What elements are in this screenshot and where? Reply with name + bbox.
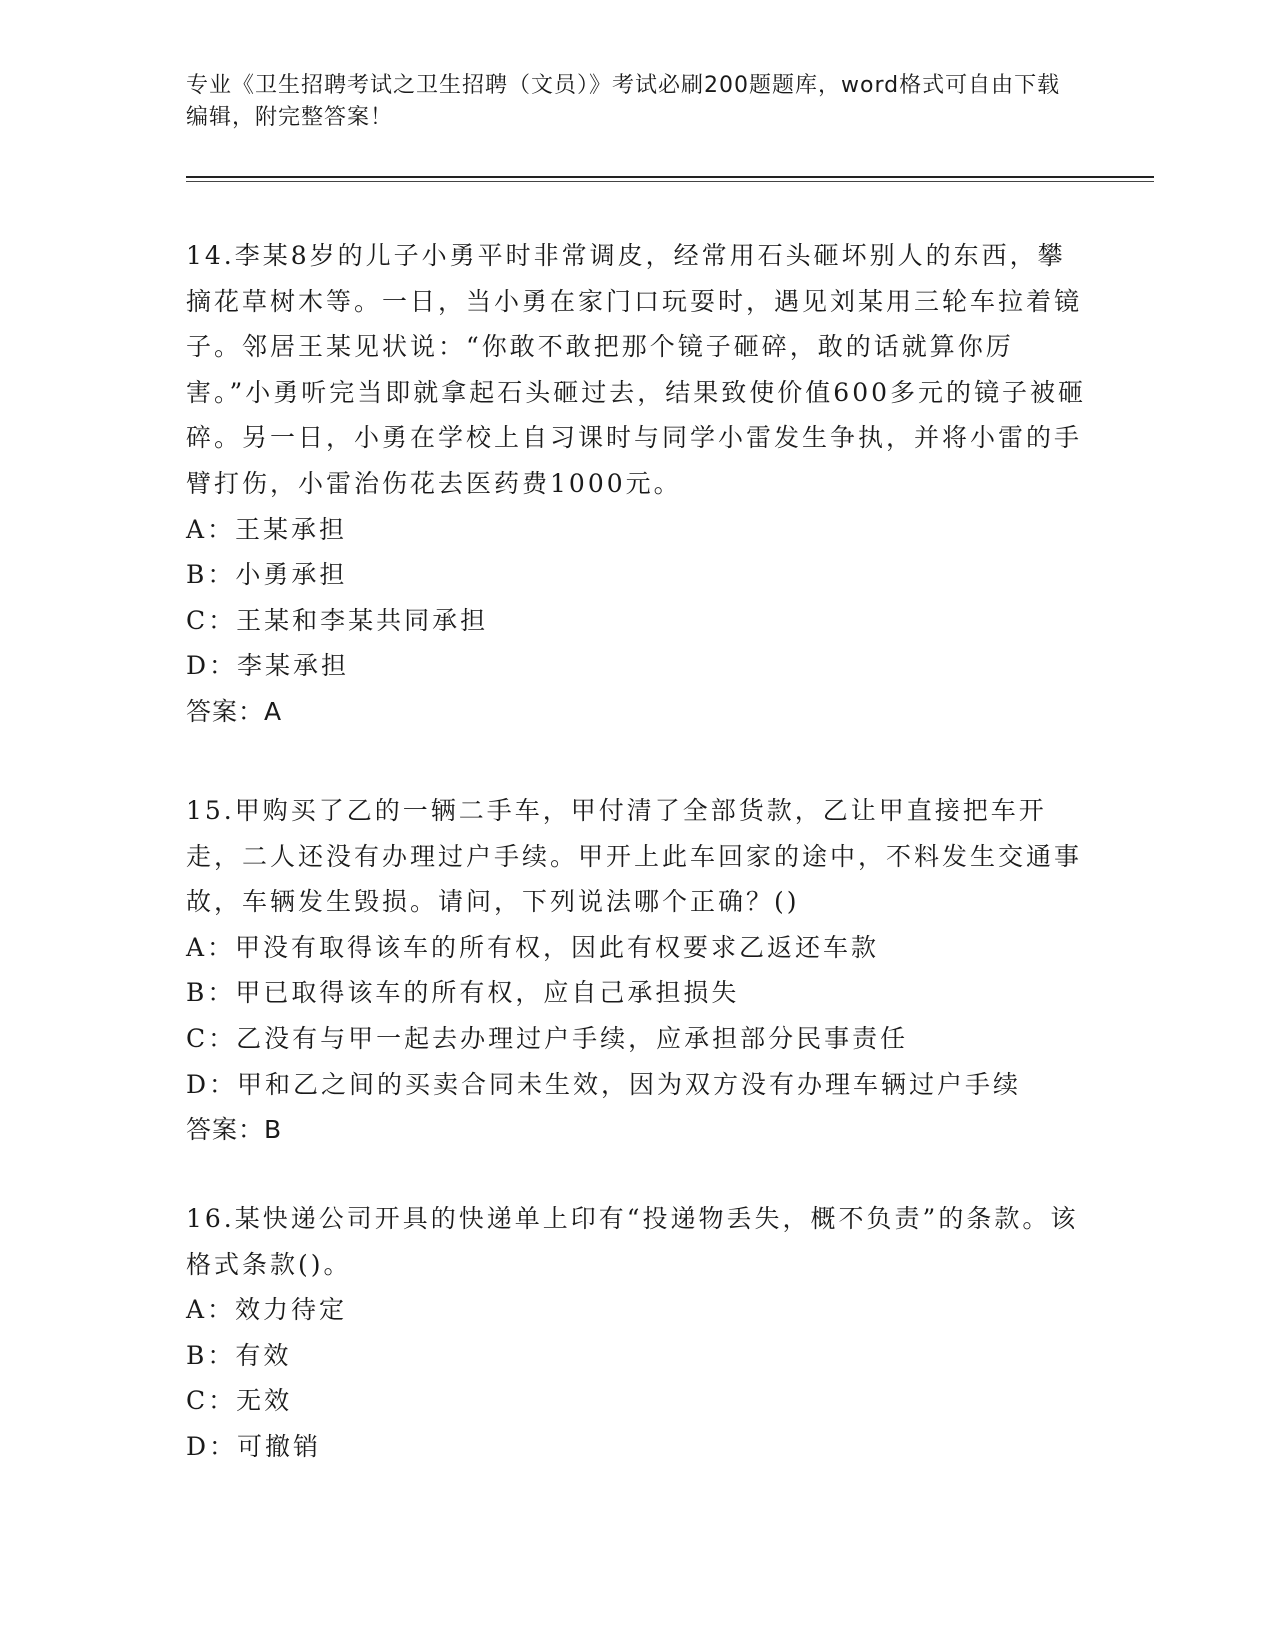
option-a: A：王某承担 — [186, 514, 348, 544]
option-d: D：甲和乙之间的买卖合同未生效，因为双方没有办理车辆过户手续 — [186, 1069, 1022, 1099]
option-c: C：乙没有与甲一起去办理过户手续，应承担部分民事责任 — [186, 1023, 909, 1053]
option-b: B：小勇承担 — [186, 560, 348, 590]
option-b: B：甲已取得该车的所有权，应自己承担损失 — [186, 978, 740, 1008]
option-c: C：王某和李某共同承担 — [186, 605, 489, 635]
document-header: 专业《卫生招聘考试之卫生招聘（文员）》考试必刷200题题库，word格式可自由下载编辑，附完整答案！ — [186, 73, 1061, 130]
answer-line: 答案：B — [186, 1115, 283, 1145]
option-c: C：无效 — [186, 1386, 293, 1416]
header-divider-thin — [186, 181, 1154, 182]
option-a: A：效力待定 — [186, 1295, 348, 1325]
option-b: B：有效 — [186, 1340, 292, 1370]
option-d: D：李某承担 — [186, 651, 350, 681]
header-divider — [186, 176, 1154, 178]
question-stem: 14.李某8岁的儿子小勇平时非常调皮，经常用石头砸坏别人的东西，攀摘花草树木等。一日，当小勇在家门口玩耍时，遇见刘某用三轮车拉着镜子。邻居王某见状说：“你敢不敢把那个镜子砸碎，敢的话就算你厉害。”小勇听完当即就拿起石头砸过去，结果致使价值600多元的镜子被砸碎。另一日，小勇在学校上自习课时与同学小雷发生争执，并将小雷的手臂打伤，小雷治伤花去医药费1000元。 — [186, 241, 1087, 498]
question-14 — [186, 233, 1086, 735]
question-15 — [186, 788, 1086, 1153]
option-d: D：可撤销 — [186, 1431, 322, 1461]
answer-line: 答案：A — [186, 696, 283, 726]
question-stem: 15.甲购买了乙的一辆二手车，甲付清了全部货款，乙让甲直接把车开走，二人还没有办理过户手续。甲开上此车回家的途中，不料发生交通事故，车辆发生毁损。请问，下列说法哪个正确？() — [186, 796, 1083, 917]
question-16 — [186, 1196, 1086, 1470]
question-stem: 16.某快递公司开具的快递单上印有“投递物丢失，概不负责”的条款。该格式条款()。 — [186, 1204, 1079, 1279]
option-a: A：甲没有取得该车的所有权，因此有权要求乙返还车款 — [186, 932, 880, 962]
